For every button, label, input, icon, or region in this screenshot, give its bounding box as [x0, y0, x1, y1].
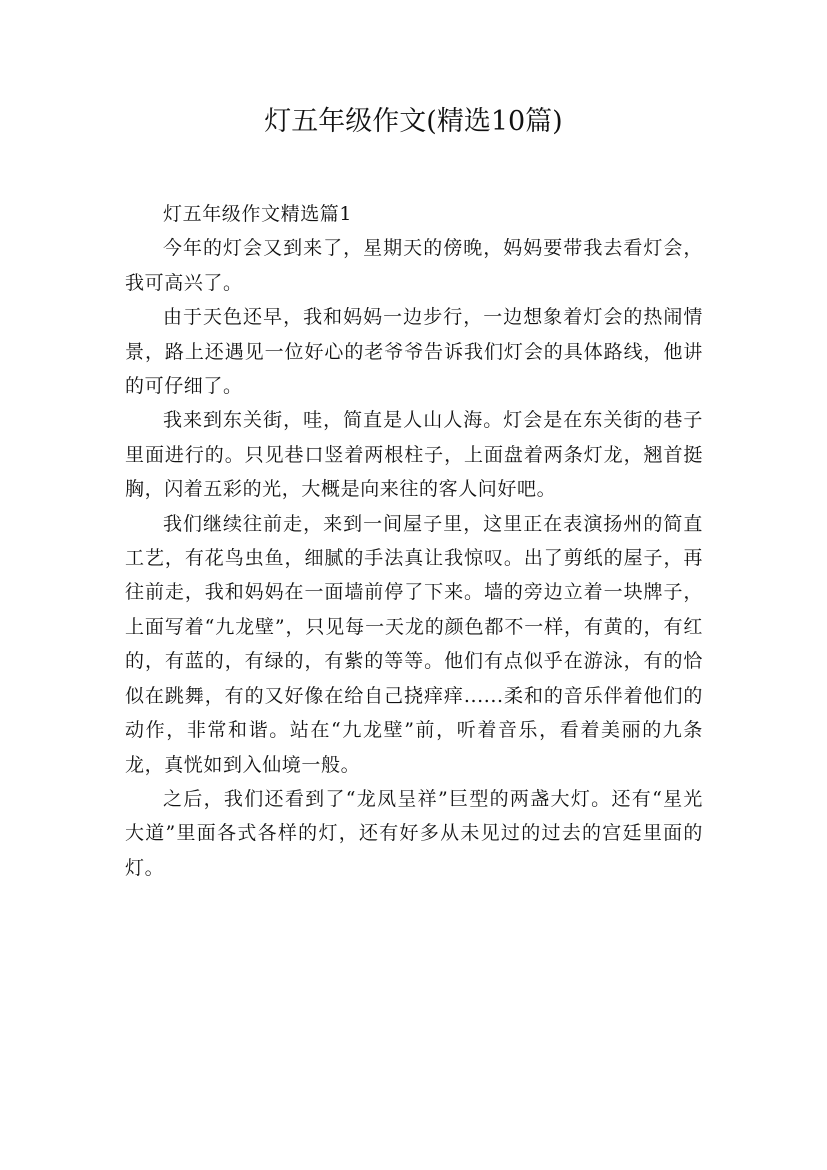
- paragraph-2: 由于天色还早，我和妈妈一边步行，一边想象着灯会的热闹情景，路上还遇见一位好心的老爷爷告诉我们灯会的具体路线，他讲的可仔细了。: [125, 306, 703, 398]
- paragraph-5: 之后，我们还看到了“龙凤呈祥”巨型的两盏大灯。还有“星光大道”里面各式各样的灯，还有好多从未见过的过去的宫廷里面的灯。: [125, 787, 703, 879]
- paragraph-4: 我们继续往前走，来到一间屋子里，这里正在表演扬州的简直工艺，有花鸟虫鱼，细腻的手法真让我惊叹。出了剪纸的屋子，再往前走，我和妈妈在一面墙前停了下来。墙的旁边立着一块牌子，上面写着“九龙壁”，只见每一天龙的颜色都不一样，有黄的，有红的，有蓝的，有绿的，有紫的等等。他们有点似乎在游泳，有的恰似在跳舞，有的又好像在给自己挠痒痒......柔和的音乐伴着他们的动作，非常和谐。站在“九龙壁”前，听着音乐，看着美丽的九条龙，真恍如到入仙境一般。: [125, 512, 703, 776]
- article-body: [125, 197, 703, 885]
- paragraph-3: 我来到东关街，哇，简直是人山人海。灯会是在东关街的巷子里面进行的。只见巷口竖着两根柱子，上面盘着两条灯龙，翘首挺胸，闪着五彩的光，大概是向来往的客人问好吧。: [125, 409, 703, 501]
- section-heading: 灯五年级作文精选篇1: [163, 203, 353, 225]
- paragraph-1: 今年的灯会又到来了，星期天的傍晚，妈妈要带我去看灯会，我可高兴了。: [125, 237, 703, 294]
- page-title: 灯五年级作文(精选10篇): [264, 106, 563, 137]
